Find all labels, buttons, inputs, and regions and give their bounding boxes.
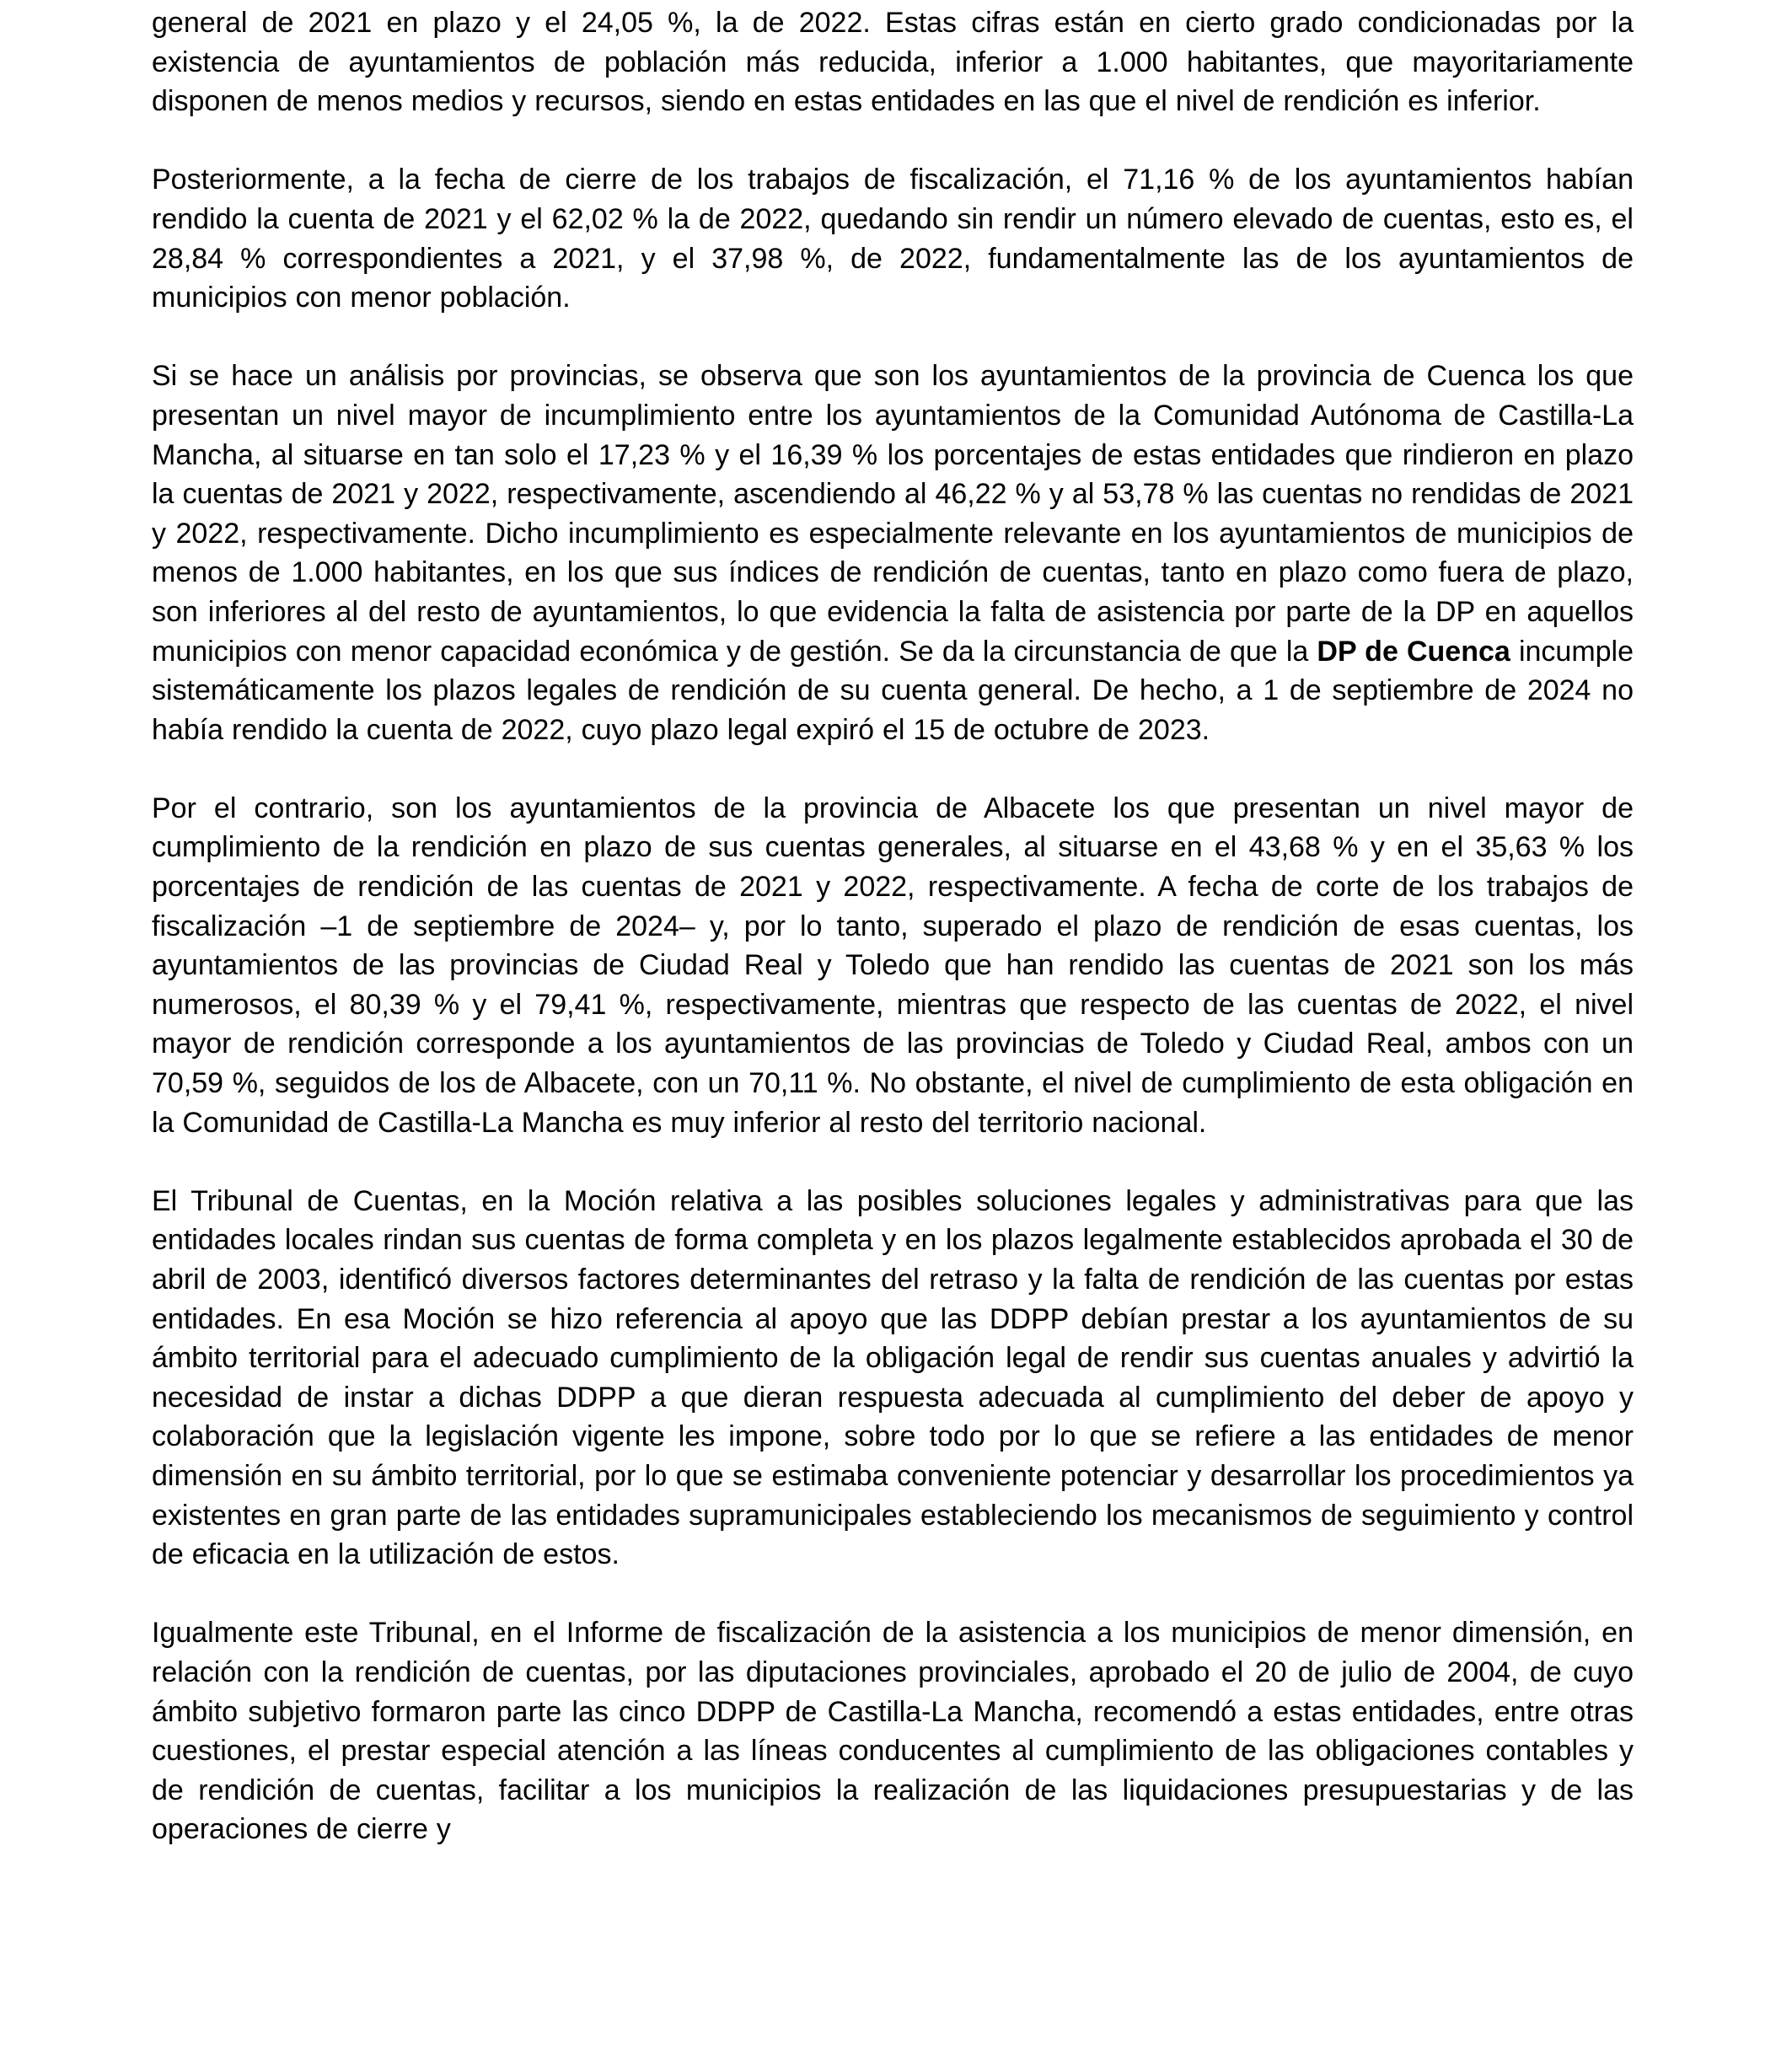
text-run: Igualmente este Tribunal, en el Informe de fiscalización de la asistencia a los municipios de menor dimensión, en relación con la rendición de cuentas, por las diputaciones provinciales, aprobado el 20 de julio de 2004, de cuyo ámbito subjetivo formaron parte las cinco DDPP de Castilla-La Mancha, recomendó a estas entidades, entre otras cuestiones, el prestar especial atención a las líneas conducentes al cumplimiento de las obligaciones contables y de rendición de cuentas, facilitar a los municipios la realización de las liquidaciones presupuestarias y de las operaciones de cierre y <box>152 1617 1634 1846</box>
bold-text-run: DP de Cuenca <box>1317 635 1510 668</box>
text-run: Posteriormente, a la fecha de cierre de los trabajos de fiscalización, el 71,16 % de los ayuntamientos habían rendido la cuenta de 2021 y el 62,02 % la de 2022, quedando sin rendir un número elevado de cuentas, esto es, el 28,84 % correspondientes a 2021, y el 37,98 %, de 2022, fundamentalmente las de los ayuntamientos de municipios con menor población. <box>152 164 1634 314</box>
text-run: Si se hace un análisis por provincias, se observa que son los ayuntamientos de la provincia de Cuenca los que presentan un nivel mayor de incumplimiento entre los ayuntamientos de la Comunidad Autónoma de Castilla-La Mancha, al situarse en tan solo el 17,23 % y el 16,39 % los porcentajes de estas entidades que rindieron en plazo la cuentas de 2021 y 2022, respectivamente, ascendiendo al 46,22 % y al 53,78 % las cuentas no rendidas de 2021 y 2022, respectivamente. Dicho incumplimiento es especialmente relevante en los ayuntamientos de municipios de menos de 1.000 habitantes, en los que sus índices de rendición de cuentas, tanto en plazo como fuera de plazo, son inferiores al del resto de ayuntamientos, lo que evidencia la falta de asistencia por parte de la DP en aquellos municipios con menor capacidad económica y de gestión. Se da la circunstancia de que la <box>152 360 1634 668</box>
paragraph <box>152 160 1634 317</box>
paragraph <box>152 357 1634 749</box>
paragraph <box>152 1613 1634 1849</box>
text-run: incumple sistemáticamente los plazos legales de rendición de su cuenta general. De hecho, a 1 de septiembre de 2024 no había rendido la cuenta de 2022, cuyo plazo legal expiró el 15 de octubre de 2023. <box>152 635 1634 746</box>
paragraph <box>152 3 1634 121</box>
paragraph <box>152 1182 1634 1575</box>
text-run: El Tribunal de Cuentas, en la Moción relativa a las posibles soluciones legales y administrativas para que las entidades locales rindan sus cuentas de forma completa y en los plazos legalmente establecidos aprobada el 30 de abril de 2003, identificó diversos factores determinantes del retraso y la falta de rendición de las cuentas por estas entidades. En esa Moción se hizo referencia al apoyo que las DDPP debían prestar a los ayuntamientos de su ámbito territorial para el adecuado cumplimiento de la obligación legal de rendir sus cuentas anuales y advirtió la necesidad de instar a dichas DDPP a que dieran respuesta adecuada al cumplimiento del deber de apoyo y colaboración que la legislación vigente les impone, sobre todo por lo que se refiere a las entidades de menor dimensión en su ámbito territorial, por lo que se estimaba conveniente potenciar y desarrollar los procedimientos ya existentes en gran parte de las entidades supramunicipales estableciendo los mecanismos de seguimiento y control de eficacia en la utilización de estos. <box>152 1184 1634 1571</box>
text-run: Por el contrario, son los ayuntamientos de la provincia de Albacete los que presentan un nivel mayor de cumplimiento de la rendición en plazo de sus cuentas generales, al situarse en el 43,68 % y en el 35,63 % los porcentajes de rendición de las cuentas de 2021 y 2022, respectivamente. A fecha de corte de los trabajos de fiscalización –1 de septiembre de 2024– y, por lo tanto, superado el plazo de rendición de esas cuentas, los ayuntamientos de las provincias de Ciudad Real y Toledo que han rendido las cuentas de 2021 son los más numerosos, el 80,39 % y el 79,41 %, respectivamente, mientras que respecto de las cuentas de 2022, el nivel mayor de rendición corresponde a los ayuntamientos de las provincias de Toledo y Ciudad Real, ambos con un 70,59 %, seguidos de los de Albacete, con un 70,11 %. No obstante, el nivel de cumplimiento de esta obligación en la Comunidad de Castilla-La Mancha es muy inferior al resto del territorio nacional. <box>152 792 1634 1139</box>
paragraph <box>152 789 1634 1142</box>
text-run: general de 2021 en plazo y el 24,05 %, la de 2022. Estas cifras están en cierto grado condicionadas por la existencia de ayuntamientos de población más reducida, inferior a 1.000 habitantes, que mayoritariamente disponen de menos medios y recursos, siendo en estas entidades en las que el nivel de rendición es inferior. <box>152 7 1634 118</box>
document-body <box>152 3 1634 1849</box>
